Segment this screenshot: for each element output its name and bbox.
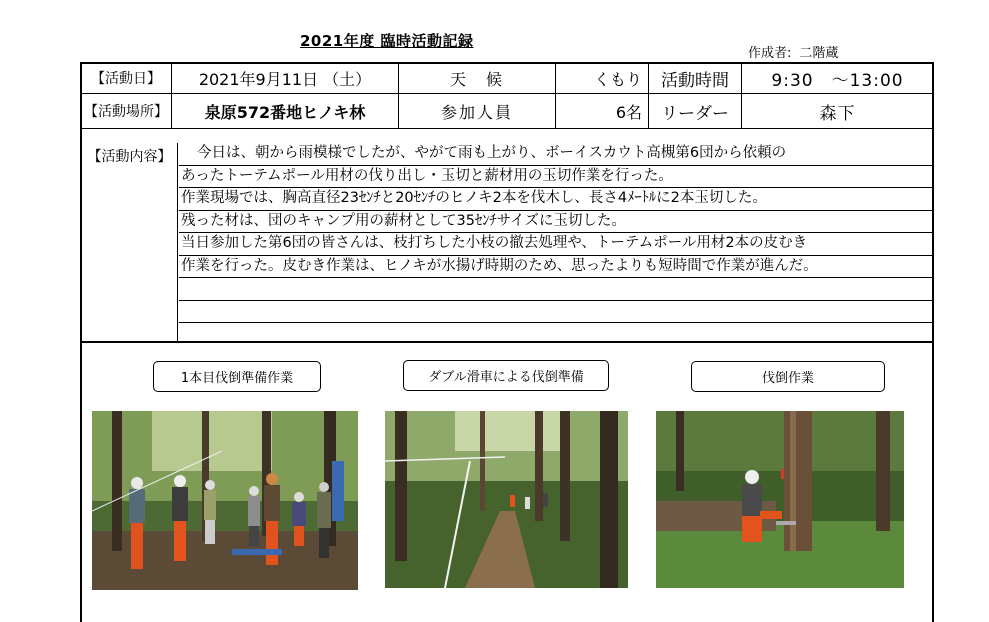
- content-line: あったトーテムポール用材の伐り出し・玉切と薪材用の玉切作業を行った。: [179, 166, 932, 189]
- photo-felling-work: [656, 411, 904, 588]
- members-label: 参加人員: [399, 94, 556, 129]
- photo-caption-1: 1本目伐倒準備作業: [153, 361, 321, 392]
- content-label: 【活動内容】: [82, 143, 178, 341]
- photo-felling-preparation: [92, 411, 358, 590]
- photo-caption-2: ダブル滑車による伐倒準備: [403, 360, 609, 391]
- author: [748, 42, 838, 61]
- content-line: [179, 323, 932, 345]
- info-row-2: [81, 94, 934, 129]
- content-line: 残った材は、団のキャンプ用の薪材として35ｾﾝﾁサイズに玉切した。: [179, 211, 932, 234]
- author-name: 二階蔵: [799, 46, 839, 61]
- content-line: [179, 301, 932, 324]
- weather-label: 天 候: [399, 63, 556, 94]
- content-line: [179, 278, 932, 301]
- activity-content: [80, 143, 934, 343]
- leader-label: リーダー: [649, 94, 742, 129]
- leader-value: 森下: [742, 94, 934, 129]
- members-value: 6名: [556, 94, 649, 129]
- place-label: 【活動場所】: [81, 94, 172, 129]
- author-label: 作成者:: [748, 46, 792, 61]
- weather-value: くもり: [556, 63, 649, 94]
- date-label: 【活動日】: [81, 63, 172, 94]
- time-label: 活動時間: [649, 63, 742, 94]
- page-title: 2021年度 臨時活動記録: [300, 32, 474, 50]
- info-table: [80, 62, 934, 129]
- time-value: 9:30 ～13:00: [742, 63, 934, 94]
- info-row-1: [81, 63, 934, 94]
- content-line: 当日参加した第6団の皆さんは、枝打ちした小枝の撤去処理や、トーテムポール用材2本の皮むき: [179, 233, 932, 256]
- content-lines: [179, 143, 932, 345]
- photo-caption-3: 伐倒作業: [691, 361, 885, 392]
- content-line: 今日は、朝から雨模様でしたが、やがて雨も上がり、ボーイスカウト高槻第6団から依頼の: [179, 143, 932, 166]
- photo-double-pulley: [385, 411, 628, 588]
- content-line: 作業を行った。皮むき作業は、ヒノキが水揚げ時期のため、思ったよりも短時間で作業が進んだ。: [179, 256, 932, 279]
- content-line: 作業現場では、胸高直径23ｾﾝﾁと20ｾﾝﾁのヒノキ2本を伐木し、長さ4ﾒｰﾄﾙに2本玉切した。: [179, 188, 932, 211]
- date-value: 2021年9月11日 （土）: [172, 63, 399, 94]
- place-value: 泉原572番地ヒノキ林: [172, 94, 399, 129]
